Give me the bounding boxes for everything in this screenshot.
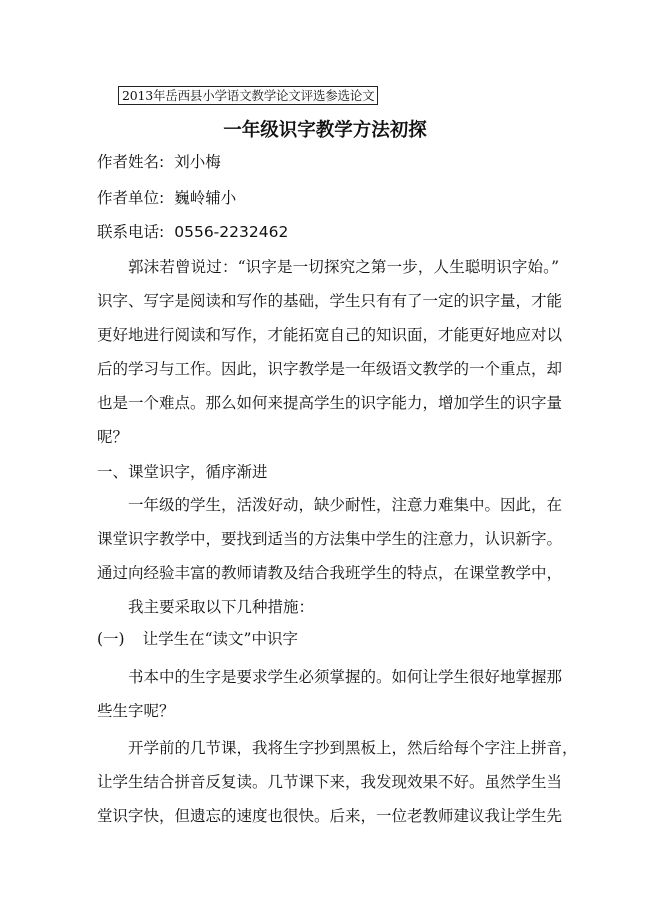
page-title: 一年级识字教学方法初探: [223, 120, 427, 141]
author-unit-label: 作者单位:: [97, 189, 165, 207]
paragraph-line: 开学前的几节课，我将生字抄到黑板上，然后给每个字注上拼音，: [128, 739, 578, 757]
paragraph-line: 课堂识字教学中，要找到适当的方法集中学生的注意力，认识新字。: [97, 530, 563, 548]
paragraph-2: [97, 660, 563, 728]
section-heading: 一、课堂识字，循序渐进: [97, 463, 268, 481]
contact-phone-value: 0556-2232462: [174, 223, 289, 241]
paragraph-line: 通过向经验丰富的教师请教及结合我班学生的特点，在课堂教学中，: [97, 564, 563, 582]
paragraph-line: 也是一个难点。那么如何来提高学生的识字能力，增加学生的识字量: [97, 394, 563, 412]
subsection-title: 让学生在“读文”中识字: [142, 630, 298, 648]
subsection-heading: [97, 628, 298, 650]
paragraph-line: 识字、写字是阅读和写作的基础，学生只有有了一定的识字量，才能: [97, 292, 563, 310]
author-name-value: 刘小梅: [174, 153, 221, 171]
contact-phone-row: [97, 221, 288, 243]
paragraph-line: 让学生结合拼音反复读。几节课下来，我发现效果不好。虽然学生当: [97, 773, 563, 791]
paragraph-line: 更好地进行阅读和写作，才能拓宽自己的知识面，才能更好地应对以: [97, 326, 563, 344]
subsection-number: (一): [97, 630, 125, 648]
paragraph-line: 堂识字快，但遗忘的速度也很快。后来，一位老教师建议我让学生先: [97, 807, 563, 825]
paragraph-3: [97, 731, 578, 833]
contact-phone-label: 联系电话:: [97, 223, 165, 241]
intro-paragraph: [97, 250, 563, 454]
paragraph-line: 后的学习与工作。因此，识字教学是一年级语文教学的一个重点，却: [97, 360, 563, 378]
paragraph-line: 书本中的生字是要求学生必须掌握的。如何让学生很好地掌握那: [128, 668, 563, 686]
author-name-label: 作者姓名:: [97, 153, 165, 171]
author-name-row: [97, 151, 221, 173]
paragraph-line: 呢？: [97, 428, 129, 446]
header-note-box: 2013年岳西县小学语文教学论文评选参选论文: [118, 86, 378, 105]
author-unit-row: [97, 187, 236, 209]
paragraph-line: 些生字呢？: [97, 702, 175, 720]
paragraph-line: 我主要采取以下几种措施：: [128, 598, 315, 616]
author-unit-value: 巍岭辅小: [174, 189, 237, 207]
section1-paragraph: [97, 488, 563, 624]
paragraph-line: 一年级的学生，活泼好动，缺少耐性，注意力难集中。因此，在: [128, 496, 563, 514]
paragraph-line: 郭沫若曾说过：“识字是一切探究之第一步，人生聪明识字始。”: [128, 258, 559, 276]
